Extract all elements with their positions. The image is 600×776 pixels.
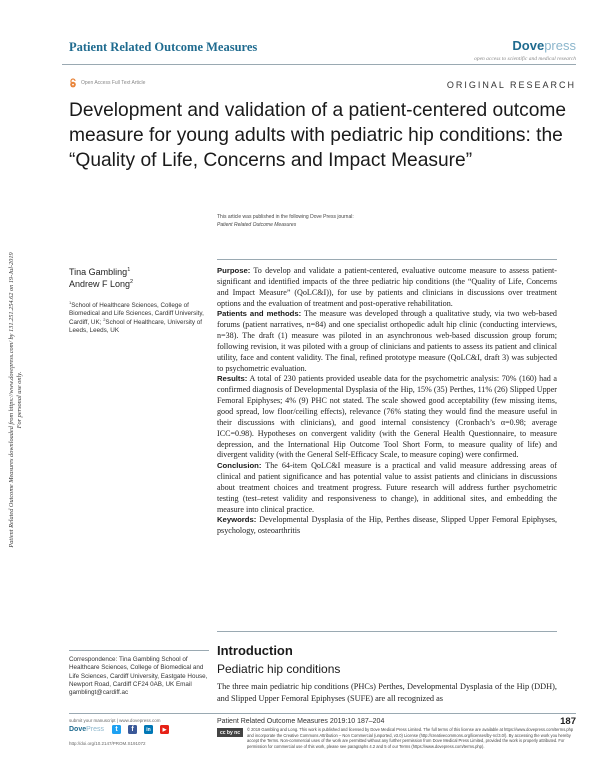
social-links <box>112 725 169 734</box>
results-label: Results: <box>217 374 248 384</box>
publisher-tagline: open access to scientific and medical research <box>474 56 576 62</box>
abstract-methods <box>217 309 557 374</box>
footer-divider <box>69 713 576 714</box>
publication-note <box>217 213 557 229</box>
footer-publisher-logo[interactable] <box>69 726 104 733</box>
download-watermark <box>8 180 24 620</box>
introduction-subheading: Pediatric hip conditions <box>217 662 341 676</box>
youtube-icon[interactable]: ▶ <box>160 725 169 734</box>
footer-citation: Patient Related Outcome Measures 2019:10 187–204 <box>217 718 385 725</box>
purpose-text: To develop and validate a patient-centered, evaluative outcome measure to assess patient-significant and identified impacts of the three pediatric hip conditions (the “Quality of Life, Concerns and Impact Measure” (QoLC&I)), for use by patients and clinicians in discussions over treatment options and the evaluation of treatment and post-operative rehabilitation. <box>217 266 557 308</box>
page-number: 187 <box>560 716 576 727</box>
methods-text: The measure was developed through a qualitative study, via two web-based forums (patient narratives, n=84) and one specialist orthopedic adult hip clinic (conducting interviews, n=38). The draft (1) measure was piloted in an asynchronous web-based discussion group forum; following revision, it was piloted with a group of clinicians and patients to assess its patient and clinical utility, face and content validity. The final, refined prototype measure (QoLC&I, draft 3) was subjected to psychometric evaluation. <box>217 309 557 373</box>
abstract <box>217 266 557 537</box>
publication-note-journal: Patient Related Outcome Measures <box>217 222 297 228</box>
methods-label: Patients and methods: <box>217 309 302 319</box>
abstract-purpose <box>217 266 557 309</box>
open-access-label: Open Access Full Text Article <box>81 80 146 86</box>
header-divider <box>62 64 576 65</box>
conclusion-label: Conclusion: <box>217 461 262 471</box>
introduction-heading: Introduction <box>217 643 293 658</box>
doi-link[interactable]: http://doi.org/10.2147/PROM.S191072 <box>69 741 146 746</box>
publisher-logo[interactable] <box>512 38 576 53</box>
author-1-name: Tina Gambling <box>69 267 128 277</box>
publisher-logo-bold: Dove <box>512 38 545 53</box>
author-1 <box>69 266 133 278</box>
footer-logo-light: Press <box>86 726 105 733</box>
footer-logo-bold: Dove <box>69 726 87 733</box>
correspondence: Correspondence: Tina Gambling School of Healthcare Sciences, College of Biomedical and Life Sciences, Cardiff University, Eastgate House, Newport Road, Cardiff CF24 0AB, UK Email gamblingt@cardiff.ac <box>69 656 208 697</box>
author-2-name: Andrew F Long <box>69 279 131 289</box>
linkedin-icon[interactable]: in <box>144 725 153 734</box>
article-title: Development and validation of a patient-centered outcome measure for young adults with pediatric hip conditions: the “Quality of Life, Concerns and Impact Measure” <box>69 100 567 171</box>
affil-2-text: School of Healthcare, University of Leeds, Leeds, UK <box>69 318 203 335</box>
publication-note-line: This article was published in the following Dove Press journal: <box>217 214 354 220</box>
keywords-text: Developmental Dysplasia of the Hip, Perthes disease, Slipped Upper Femoral Epiphyses, psychology, osteoarthritis <box>217 515 557 536</box>
abstract-top-divider <box>217 259 557 260</box>
creative-commons-badge[interactable]: cc by nc <box>217 728 243 737</box>
submit-manuscript-link[interactable]: submit your manuscript | www.dovepress.com <box>69 718 161 723</box>
affil-1-marker: 1 <box>69 299 72 305</box>
affil-1-text: School of Healthcare Sciences, College of Biomedical and Life Sciences, Cardiff University, Cardiff, UK; <box>69 302 204 326</box>
twitter-icon[interactable]: t <box>112 725 121 734</box>
purpose-label: Purpose: <box>217 266 251 275</box>
open-access-lock-icon <box>69 78 77 88</box>
correspondence-divider <box>69 650 209 651</box>
facebook-icon[interactable]: f <box>128 725 137 734</box>
author-2-affil-marker: 2 <box>130 279 134 285</box>
author-list <box>69 266 133 290</box>
keywords-label: Keywords: <box>217 515 257 525</box>
abstract-conclusion <box>217 461 557 515</box>
introduction-text: The three main pediatric hip conditions (PHCs) Perthes, Developmental Dysplasia of the Hip (DDH), and Slipped Upper Femoral Epiphyses (SUFE) are all recognized as <box>217 682 557 704</box>
download-watermark-line2: For personal use only. <box>16 371 23 429</box>
abstract-bottom-divider <box>217 631 557 632</box>
download-watermark-line1: Patient Related Outcome Measures downloaded from https://www.dovepress.com/ by 131.251.254.62 on 19-Jul-2019 <box>8 252 15 548</box>
abstract-results <box>217 374 557 461</box>
results-text: A total of 230 patients provided useable data for the psychometric analysis: 70% (160) had a confirmed diagnosis of Developmental Dysplasia of the Hip, 15% (35) Perthes, 11% (26) Slipped Upper Femoral Epiphyses; 4% (9) PHC not stated. The scale showed good acceptability (few missing items, good spread, low floor/ceiling effects), relevance (76% stating they would find the measure useful in their discussions with clinicians), and good internal consistency (Cronbach’s α=0.98; average ICC=0.98). Hypotheses on convergent validity (with the General Health Questionnaire, to measure depression, and the International Hip Outcome Tool Short Form, to measure quality of life) and divergent validity (with the General Self-Efficacy Scale, to measure coping) were confirmed. <box>217 374 557 460</box>
author-1-affil-marker: 1 <box>127 267 131 273</box>
copyright-notice: © 2019 Gambling and Long. This work is published and licensed by Dove Medical Press Limited. The full terms of this license are available at https://www.dovepress.com/terms.php and incorporate the Creative Commons Attribution – Non Commercial (unported, v3.0) License (http://creativecommons.org/licenses/by-nc/3.0/). By accessing the work you hereby accept the Terms. Non-commercial uses of the work are permitted without any further permission from Dove Medical Press Limited, provided the work is properly attributed. For permission for commercial use of this work, please see paragraphs 4.2 and 5 of our Terms (https://www.dovepress.com/terms.php). <box>247 727 574 750</box>
author-2 <box>69 278 133 290</box>
affiliations <box>69 299 207 336</box>
conclusion-text: The 64-item QoLC&I measure is a practical and valid measure addressing areas of clinical and patient significance and has potential value to assist patients and clinicians in discussions about treatment choices and treatment progress. Future research will address further psychometric testing (test–retest validity and responsiveness to change), in additional sites, and embedding the measure into clinical practice. <box>217 461 557 514</box>
abstract-keywords <box>217 515 557 537</box>
journal-name: Patient Related Outcome Measures <box>69 40 258 54</box>
publisher-logo-light: press <box>544 38 576 53</box>
affil-2-marker: 2 <box>103 316 106 322</box>
article-type: ORIGINAL RESEARCH <box>446 80 576 90</box>
